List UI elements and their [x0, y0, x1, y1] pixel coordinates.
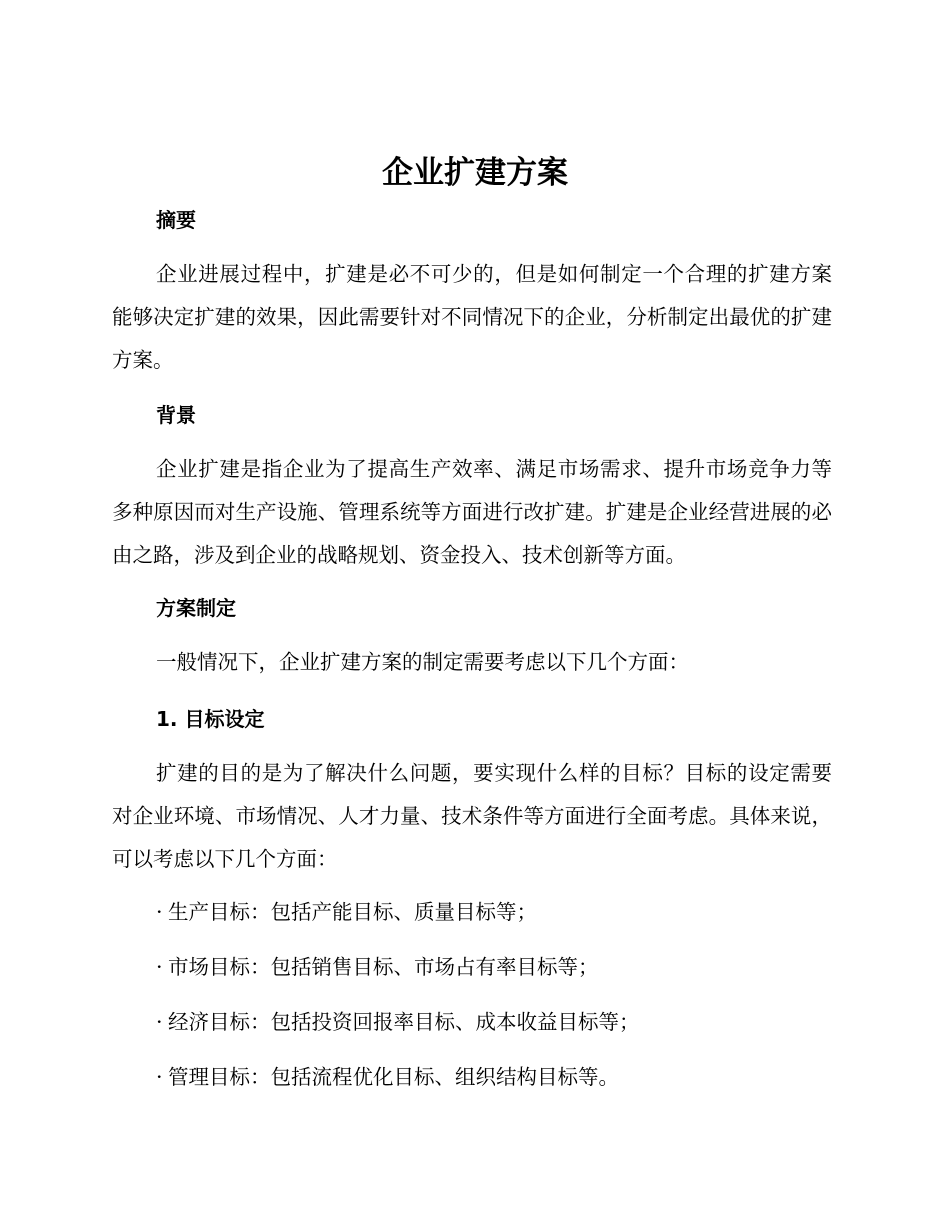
bullet-dot-icon: ·: [156, 955, 163, 979]
bullet-item: [156, 1007, 640, 1037]
section-intro-plan: 一般情况下，企业扩建方案的制定需要考虑以下几个方面：: [156, 650, 689, 674]
document-title: 企业扩建方案: [382, 155, 568, 191]
section-body-background: 企业扩建是指企业为了提高生产效率、满足市场需求、提升市场竞争力等多种原因而对生产设施、管理系统等方面进行改扩建。扩建是企业经营进展的必由之路，涉及到企业的战略规划、资金投入、技术创新等方面。: [112, 457, 832, 567]
section-heading-background: 背景: [156, 403, 196, 427]
bullet-text: 经济目标：包括投资回报率目标、成本收益目标等；: [168, 1010, 640, 1034]
bullet-item: [156, 952, 599, 982]
bullet-text: 生产目标：包括产能目标、质量目标等；: [168, 900, 537, 924]
bullet-item: [156, 897, 537, 927]
bullet-item: [156, 1062, 619, 1092]
bullet-dot-icon: ·: [156, 1010, 163, 1034]
section-body-goals: 扩建的目的是为了解决什么问题，要实现什么样的目标？目标的设定需要对企业环境、市场情况、人才力量、技术条件等方面进行全面考虑。具体来说，可以考虑以下几个方面：: [112, 761, 832, 871]
section-heading-abstract: 摘要: [156, 208, 196, 232]
bullet-dot-icon: ·: [156, 1065, 163, 1089]
section-heading-plan: 方案制定: [156, 596, 236, 620]
bullet-dot-icon: ·: [156, 900, 163, 924]
bullet-text: 市场目标：包括销售目标、市场占有率目标等；: [168, 955, 599, 979]
section-body-abstract: 企业进展过程中，扩建是必不可少的，但是如何制定一个合理的扩建方案能够决定扩建的效果，因此需要针对不同情况下的企业，分析制定出最优的扩建方案。: [112, 262, 832, 372]
bullet-text: 管理目标：包括流程优化目标、组织结构目标等。: [168, 1065, 619, 1089]
section-heading-goals: 1. 目标设定: [156, 707, 265, 731]
